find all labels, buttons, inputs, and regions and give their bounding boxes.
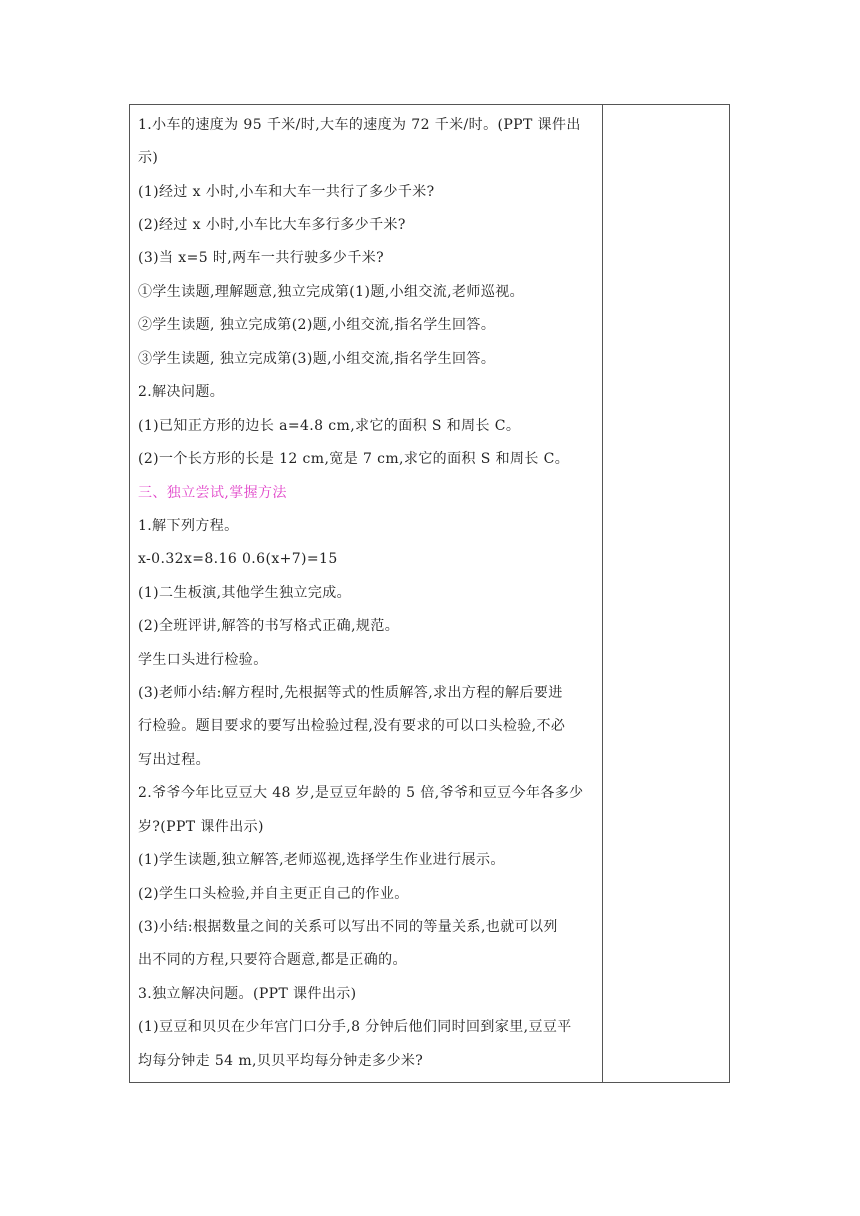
text-line: 2.爷爷今年比豆豆大 48 岁,是豆豆年龄的 5 倍,爷爷和豆豆今年各多少 <box>138 785 584 801</box>
text-line: 均每分钟走 54 m,贝贝平均每分钟走多少米? <box>138 1053 424 1069</box>
text-line: (3)小结:根据数量之间的关系可以写出不同的等量关系,也就可以列 <box>138 919 558 935</box>
text-line: 写出过程。 <box>138 752 210 768</box>
text-line: 岁?(PPT 课件出示) <box>138 819 264 835</box>
text-line: ②学生读题, 独立完成第(2)题,小组交流,指名学生回答。 <box>138 317 496 333</box>
text-line: (2)一个长方形的长是 12 cm,宽是 7 cm,求它的面积 S 和周长 C。 <box>138 451 570 467</box>
text-line: (2)学生口头检验,并自主更正自己的作业。 <box>138 886 409 902</box>
text-line: 3.独立解决问题。(PPT 课件出示) <box>138 986 357 1002</box>
text-line: 出不同的方程,只要符合题意,都是正确的。 <box>138 952 407 968</box>
text-line: 1.小车的速度为 95 千米/时,大车的速度为 72 千米/时。(PPT 课件出 <box>138 117 581 133</box>
text-line: (2)经过 x 小时,小车比大车多行多少千米? <box>138 217 406 233</box>
text-line: 行检验。题目要求的要写出检验过程,没有要求的可以口头检验,不必 <box>138 718 566 734</box>
lesson-table <box>129 104 730 1083</box>
text-line: (1)二生板演,其他学生独立完成。 <box>138 585 352 601</box>
lesson-content-cell <box>130 105 602 1082</box>
text-line: (1)已知正方形的边长 a=4.8 cm,求它的面积 S 和周长 C。 <box>138 418 521 434</box>
text-line: ①学生读题,理解题意,独立完成第(1)题,小组交流,老师巡视。 <box>138 284 525 300</box>
text-line: ③学生读题, 独立完成第(3)题,小组交流,指名学生回答。 <box>138 351 496 367</box>
section-heading: 三、独立尝试,掌握方法 <box>138 485 287 501</box>
equation-line: x-0.32x=8.16 0.6(x+7)=15 <box>138 551 338 567</box>
text-line: (1)豆豆和贝贝在少年宫门口分手,8 分钟后他们同时回到家里,豆豆平 <box>138 1019 572 1035</box>
text-line: (1)学生读题,独立解答,老师巡视,选择学生作业进行展示。 <box>138 852 505 868</box>
text-line: 学生口头进行检验。 <box>138 652 268 668</box>
text-line: 示) <box>138 150 159 166</box>
text-line: (3)当 x=5 时,两车一共行驶多少千米? <box>138 250 385 266</box>
notes-cell <box>603 105 729 1082</box>
text-line: (1)经过 x 小时,小车和大车一共行了多少千米? <box>138 184 435 200</box>
text-line: 2.解决问题。 <box>138 384 225 400</box>
text-line: (2)全班评讲,解答的书写格式正确,规范。 <box>138 618 400 634</box>
text-line: 1.解下列方程。 <box>138 518 239 534</box>
text-line: (3)老师小结:解方程时,先根据等式的性质解答,求出方程的解后要进 <box>138 685 563 701</box>
